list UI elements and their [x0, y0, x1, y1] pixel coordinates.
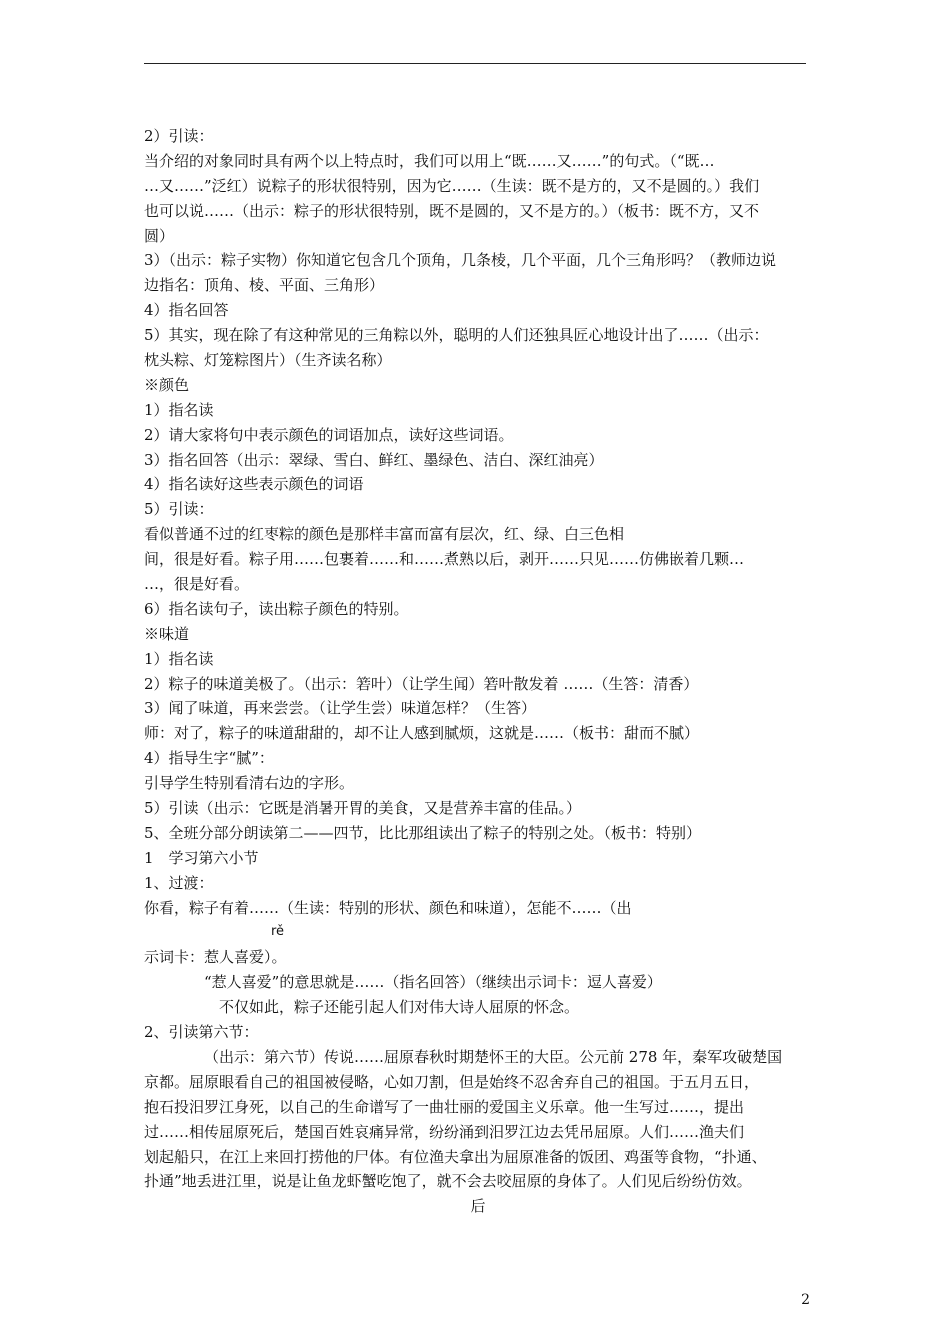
text-line: 2、引读第六节： [144, 1023, 259, 1042]
text-line: …又……”泛红）说粽子的形状很特别，因为它……（生读：既不是方的，又不是圆的。）我们 [144, 176, 760, 195]
text-line: 1）指名读 [144, 400, 214, 419]
text-line: 4）指导生字“腻”： [144, 749, 274, 768]
paragraph-line: 过……相传屈原死后，楚国百姓哀痛异常，纷纷涌到汨罗江边去凭吊屈原。人们……渔夫们 [144, 1122, 745, 1141]
text-line: 1）指名读 [144, 649, 214, 668]
text-line: …，很是好看。 [144, 575, 250, 594]
text-line: 5）引读（出示：它既是消暑开胃的美食，又是营养丰富的佳品。） [144, 799, 582, 818]
section-heading-color: ※颜色 [144, 375, 190, 394]
text-line: 枕头粽、灯笼粽图片）（生齐读名称） [144, 351, 392, 370]
text-line: 不仅如此，粽子还能引起人们对伟大诗人屈原的怀念。 [219, 998, 580, 1017]
text-line: 5）其实，现在除了有这种常见的三角粽以外，聪明的人们还独具匠心地设计出了……（出示： [144, 326, 769, 345]
text-line: 间，很是好看。粽子用……包裹着……和……煮熟以后，剥开……只见……仿佛嵌着几颗… [144, 550, 745, 569]
text-line: 1 学习第六小节 [144, 848, 259, 867]
text-line: 2）粽子的味道美极了。（出示：箬叶）（让学生闻）箬叶散发着 ……（生答：清香） [144, 674, 699, 693]
paragraph-line: 扑通”地丢进江里，说是让鱼龙虾蟹吃饱了，就不会去咬屈原的身体了。人们见后纷纷仿效。 [144, 1172, 752, 1191]
pinyin-annotation: rě [271, 923, 285, 939]
text-line: 看似普通不过的红枣粽的颜色是那样丰富而富有层次，红、绿、白三色相 [144, 525, 625, 544]
text-line: 3）指名回答（出示：翠绿、雪白、鲜红、墨绿色、洁白、深红油亮） [144, 450, 604, 469]
section-heading-taste: ※味道 [144, 624, 190, 643]
text-line: 当介绍的对象同时具有两个以上特点时，我们可以用上“既……又……”的句式。（“既… [144, 151, 715, 170]
text-line: 你看，粽子有着……（生读：特别的形状、颜色和味道），怎能不……（出 [144, 898, 632, 917]
trailing-text: 后 [470, 1197, 486, 1216]
paragraph-line: 抱石投汨罗江身死，以自己的生命谱写了一曲壮丽的爱国主义乐章。他一生写过……，提出 [144, 1097, 745, 1116]
text-line: 3）闻了味道，再来尝尝。（让学生尝）味道怎样？（生答） [144, 699, 537, 718]
paragraph-line: 划起船只，在江上来回打捞他的尸体。有位渔夫拿出为屈原准备的饭团、鸡蛋等食物，“扑通、 [144, 1147, 767, 1166]
text-line: 4）指名读好这些表示颜色的词语 [144, 475, 364, 494]
text-line: 6）指名读句子，读出粽子颜色的特别。 [144, 599, 409, 618]
text-line: 3）（出示：粽子实物）你知道它包含几个顶角，几条棱，几个平面，几个三角形吗？（教师边说 [144, 251, 777, 270]
text-line: 边指名：顶角、棱、平面、三角形） [144, 276, 385, 295]
text-line: 1、过渡： [144, 873, 214, 892]
text-line: 引导学生特别看清右边的字形。 [144, 774, 355, 793]
text-line: 示词卡：惹人喜爱）。 [144, 948, 287, 967]
text-line: 2）引读： [144, 127, 214, 145]
header-rule [144, 63, 806, 64]
text-line: 也可以说……（出示：粽子的形状很特别，既不是圆的，又不是方的。）（板书：既不方，又不 [144, 201, 760, 220]
document-body [144, 124, 812, 1219]
text-line: 5、全班分部分朗读第二——四节，比比那组读出了粽子的特别之处。（板书：特别） [144, 823, 702, 842]
text-line: 师：对了，粽子的味道甜甜的，却不让人感到腻烦，这就是……（板书：甜而不腻） [144, 724, 700, 743]
text-line: “惹人喜爱”的意思就是……（指名回答）（继续出示词卡：逗人喜爱） [204, 973, 662, 992]
page-number: 2 [801, 1292, 810, 1308]
text-line: 4）指名回答 [144, 301, 229, 320]
paragraph-line: （出示：第六节）传说……屈原春秋时期楚怀王的大臣。公元前 278 年，秦军攻破楚国 [204, 1047, 783, 1066]
text-line: 圆） [144, 226, 175, 245]
paragraph-line: 京都。屈原眼看自己的祖国被侵略，心如刀割，但是始终不忍舍弃自己的祖国。于五月五日， [144, 1072, 760, 1091]
text-line: 5）引读： [144, 500, 214, 519]
text-line: 2）请大家将句中表示颜色的词语加点，读好这些词语。 [144, 425, 514, 444]
